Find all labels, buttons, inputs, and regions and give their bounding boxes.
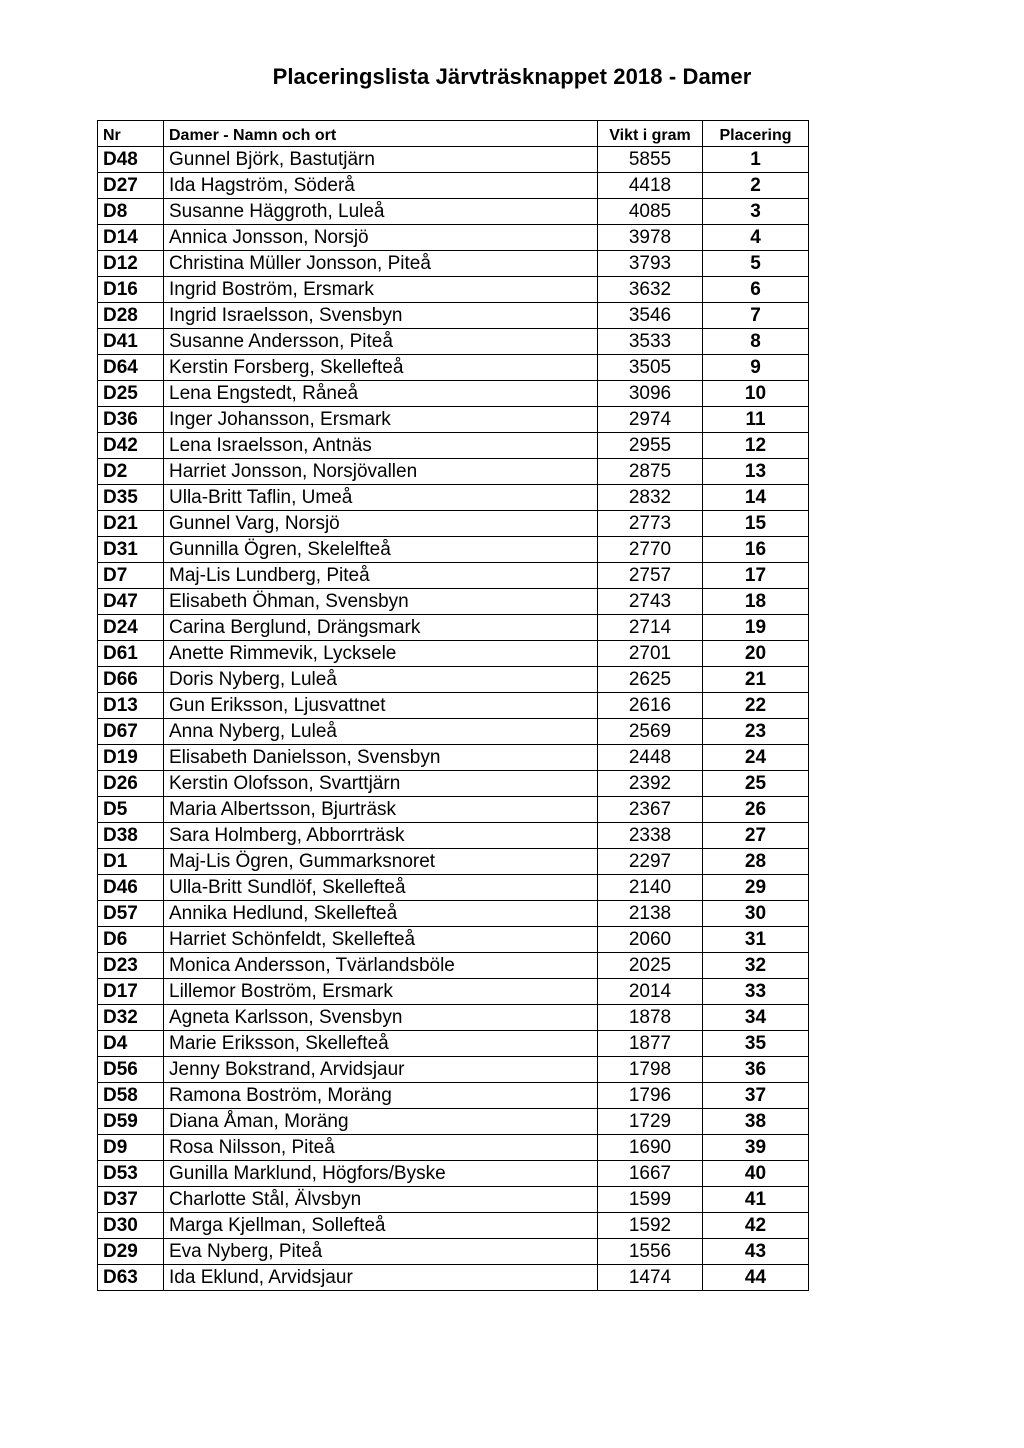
cell-name: Monica Andersson, Tvärlandsböle	[164, 953, 598, 979]
cell-weight: 2140	[598, 875, 703, 901]
cell-place: 3	[703, 199, 809, 225]
cell-nr: D41	[98, 329, 164, 355]
cell-name: Maria Albertsson, Bjurträsk	[164, 797, 598, 823]
cell-place: 2	[703, 173, 809, 199]
header-name: Damer - Namn och ort	[164, 121, 598, 147]
cell-nr: D56	[98, 1057, 164, 1083]
cell-place: 36	[703, 1057, 809, 1083]
cell-nr: D24	[98, 615, 164, 641]
cell-nr: D31	[98, 537, 164, 563]
cell-nr: D59	[98, 1109, 164, 1135]
cell-weight: 1798	[598, 1057, 703, 1083]
page-title: Placeringslista Järvträsknappet 2018 - Damer	[272, 64, 752, 89]
table-row	[98, 485, 809, 511]
cell-place: 10	[703, 381, 809, 407]
cell-nr: D27	[98, 173, 164, 199]
table-row	[98, 823, 809, 849]
header-row	[98, 121, 809, 147]
cell-place: 26	[703, 797, 809, 823]
header-place: Placering	[703, 121, 809, 147]
cell-weight: 2770	[598, 537, 703, 563]
cell-name: Marga Kjellman, Sollefteå	[164, 1213, 598, 1239]
header-nr: Nr	[98, 121, 164, 147]
cell-weight: 4418	[598, 173, 703, 199]
cell-place: 39	[703, 1135, 809, 1161]
cell-place: 24	[703, 745, 809, 771]
table-row	[98, 901, 809, 927]
cell-place: 37	[703, 1083, 809, 1109]
table-row	[98, 1213, 809, 1239]
cell-place: 13	[703, 459, 809, 485]
cell-nr: D19	[98, 745, 164, 771]
table-row	[98, 1135, 809, 1161]
table-row	[98, 147, 809, 173]
cell-nr: D7	[98, 563, 164, 589]
cell-place: 5	[703, 251, 809, 277]
cell-weight: 3533	[598, 329, 703, 355]
cell-nr: D26	[98, 771, 164, 797]
cell-name: Elisabeth Danielsson, Svensbyn	[164, 745, 598, 771]
cell-nr: D25	[98, 381, 164, 407]
table-row	[98, 771, 809, 797]
cell-name: Ingrid Boström, Ersmark	[164, 277, 598, 303]
cell-name: Gunnel Björk, Bastutjärn	[164, 147, 598, 173]
table-row	[98, 797, 809, 823]
cell-name: Annica Jonsson, Norsjö	[164, 225, 598, 251]
table-row	[98, 589, 809, 615]
cell-weight: 1690	[598, 1135, 703, 1161]
cell-weight: 1599	[598, 1187, 703, 1213]
cell-weight: 1878	[598, 1005, 703, 1031]
cell-place: 25	[703, 771, 809, 797]
table-row	[98, 277, 809, 303]
cell-name: Eva Nyberg, Piteå	[164, 1239, 598, 1265]
cell-weight: 2974	[598, 407, 703, 433]
table-row	[98, 199, 809, 225]
cell-nr: D8	[98, 199, 164, 225]
cell-name: Lillemor Boström, Ersmark	[164, 979, 598, 1005]
cell-nr: D2	[98, 459, 164, 485]
cell-place: 22	[703, 693, 809, 719]
cell-place: 16	[703, 537, 809, 563]
table-row	[98, 459, 809, 485]
cell-name: Ulla-Britt Taflin, Umeå	[164, 485, 598, 511]
table-row	[98, 615, 809, 641]
cell-weight: 2569	[598, 719, 703, 745]
cell-place: 19	[703, 615, 809, 641]
cell-weight: 2448	[598, 745, 703, 771]
cell-place: 30	[703, 901, 809, 927]
cell-place: 43	[703, 1239, 809, 1265]
cell-weight: 2060	[598, 927, 703, 953]
cell-place: 18	[703, 589, 809, 615]
cell-nr: D61	[98, 641, 164, 667]
table-row	[98, 719, 809, 745]
cell-nr: D36	[98, 407, 164, 433]
table-row	[98, 849, 809, 875]
cell-name: Anna Nyberg, Luleå	[164, 719, 598, 745]
cell-name: Harriet Jonsson, Norsjövallen	[164, 459, 598, 485]
cell-nr: D29	[98, 1239, 164, 1265]
cell-weight: 2014	[598, 979, 703, 1005]
cell-weight: 1556	[598, 1239, 703, 1265]
cell-weight: 3096	[598, 381, 703, 407]
cell-nr: D58	[98, 1083, 164, 1109]
table-row	[98, 693, 809, 719]
table-row	[98, 927, 809, 953]
cell-weight: 1592	[598, 1213, 703, 1239]
cell-name: Doris Nyberg, Luleå	[164, 667, 598, 693]
cell-weight: 3632	[598, 277, 703, 303]
cell-weight: 3505	[598, 355, 703, 381]
cell-weight: 1877	[598, 1031, 703, 1057]
cell-place: 29	[703, 875, 809, 901]
cell-weight: 1667	[598, 1161, 703, 1187]
table-row	[98, 1057, 809, 1083]
cell-place: 21	[703, 667, 809, 693]
cell-weight: 2297	[598, 849, 703, 875]
cell-place: 44	[703, 1265, 809, 1291]
cell-name: Maj-Lis Lundberg, Piteå	[164, 563, 598, 589]
cell-nr: D32	[98, 1005, 164, 1031]
table-row	[98, 225, 809, 251]
cell-weight: 2338	[598, 823, 703, 849]
cell-name: Gunnel Varg, Norsjö	[164, 511, 598, 537]
table-row	[98, 355, 809, 381]
cell-weight: 2392	[598, 771, 703, 797]
cell-place: 32	[703, 953, 809, 979]
cell-place: 27	[703, 823, 809, 849]
cell-name: Charlotte Stål, Älvsbyn	[164, 1187, 598, 1213]
cell-name: Maj-Lis Ögren, Gummarksnoret	[164, 849, 598, 875]
table-row	[98, 953, 809, 979]
cell-place: 20	[703, 641, 809, 667]
cell-nr: D47	[98, 589, 164, 615]
cell-place: 4	[703, 225, 809, 251]
cell-name: Agneta Karlsson, Svensbyn	[164, 1005, 598, 1031]
cell-name: Carina Berglund, Drängsmark	[164, 615, 598, 641]
cell-nr: D21	[98, 511, 164, 537]
cell-name: Ingrid Israelsson, Svensbyn	[164, 303, 598, 329]
header-weight: Vikt i gram	[598, 121, 703, 147]
cell-weight: 3546	[598, 303, 703, 329]
cell-place: 12	[703, 433, 809, 459]
cell-place: 42	[703, 1213, 809, 1239]
table-row	[98, 641, 809, 667]
cell-weight: 2714	[598, 615, 703, 641]
cell-name: Anette Rimmevik, Lycksele	[164, 641, 598, 667]
cell-name: Lena Israelsson, Antnäs	[164, 433, 598, 459]
cell-weight: 3978	[598, 225, 703, 251]
cell-place: 23	[703, 719, 809, 745]
cell-nr: D35	[98, 485, 164, 511]
cell-weight: 3793	[598, 251, 703, 277]
cell-nr: D28	[98, 303, 164, 329]
table-row	[98, 407, 809, 433]
cell-place: 15	[703, 511, 809, 537]
cell-nr: D13	[98, 693, 164, 719]
table-row	[98, 1187, 809, 1213]
cell-nr: D6	[98, 927, 164, 953]
cell-weight: 4085	[598, 199, 703, 225]
cell-place: 1	[703, 147, 809, 173]
cell-place: 40	[703, 1161, 809, 1187]
cell-name: Ida Eklund, Arvidsjaur	[164, 1265, 598, 1291]
cell-name: Marie Eriksson, Skellefteå	[164, 1031, 598, 1057]
cell-nr: D67	[98, 719, 164, 745]
table-row	[98, 667, 809, 693]
cell-place: 6	[703, 277, 809, 303]
table-row	[98, 1109, 809, 1135]
cell-nr: D38	[98, 823, 164, 849]
cell-nr: D23	[98, 953, 164, 979]
cell-nr: D53	[98, 1161, 164, 1187]
table-row	[98, 1005, 809, 1031]
cell-weight: 2875	[598, 459, 703, 485]
results-table	[97, 120, 809, 1291]
cell-weight: 1796	[598, 1083, 703, 1109]
cell-name: Kerstin Forsberg, Skellefteå	[164, 355, 598, 381]
cell-place: 14	[703, 485, 809, 511]
cell-nr: D16	[98, 277, 164, 303]
cell-name: Gunnilla Ögren, Skelelfteå	[164, 537, 598, 563]
cell-nr: D63	[98, 1265, 164, 1291]
table-row	[98, 745, 809, 771]
cell-weight: 2367	[598, 797, 703, 823]
table-row	[98, 381, 809, 407]
cell-name: Susanne Andersson, Piteå	[164, 329, 598, 355]
cell-place: 35	[703, 1031, 809, 1057]
cell-weight: 1474	[598, 1265, 703, 1291]
cell-place: 28	[703, 849, 809, 875]
cell-nr: D42	[98, 433, 164, 459]
cell-nr: D66	[98, 667, 164, 693]
cell-nr: D17	[98, 979, 164, 1005]
cell-place: 17	[703, 563, 809, 589]
cell-name: Elisabeth Öhman, Svensbyn	[164, 589, 598, 615]
cell-name: Sara Holmberg, Abborrträsk	[164, 823, 598, 849]
cell-weight: 1729	[598, 1109, 703, 1135]
cell-weight: 2757	[598, 563, 703, 589]
cell-name: Ramona Boström, Moräng	[164, 1083, 598, 1109]
cell-nr: D12	[98, 251, 164, 277]
cell-nr: D9	[98, 1135, 164, 1161]
cell-place: 8	[703, 329, 809, 355]
cell-name: Jenny Bokstrand, Arvidsjaur	[164, 1057, 598, 1083]
cell-name: Diana Åman, Moräng	[164, 1109, 598, 1135]
table-row	[98, 1161, 809, 1187]
cell-place: 11	[703, 407, 809, 433]
cell-weight: 2773	[598, 511, 703, 537]
cell-name: Lena Engstedt, Råneå	[164, 381, 598, 407]
cell-name: Ulla-Britt Sundlöf, Skellefteå	[164, 875, 598, 901]
table-row	[98, 433, 809, 459]
cell-weight: 2616	[598, 693, 703, 719]
cell-nr: D1	[98, 849, 164, 875]
results-body	[98, 147, 809, 1291]
cell-place: 9	[703, 355, 809, 381]
cell-name: Rosa Nilsson, Piteå	[164, 1135, 598, 1161]
cell-name: Ida Hagström, Söderå	[164, 173, 598, 199]
cell-place: 34	[703, 1005, 809, 1031]
cell-nr: D57	[98, 901, 164, 927]
cell-nr: D48	[98, 147, 164, 173]
cell-place: 33	[703, 979, 809, 1005]
cell-name: Gunilla Marklund, Högfors/Byske	[164, 1161, 598, 1187]
cell-place: 41	[703, 1187, 809, 1213]
table-row	[98, 1083, 809, 1109]
table-row	[98, 979, 809, 1005]
table-row	[98, 1031, 809, 1057]
cell-weight: 2025	[598, 953, 703, 979]
cell-weight: 2832	[598, 485, 703, 511]
cell-weight: 2138	[598, 901, 703, 927]
table-row	[98, 173, 809, 199]
cell-place: 38	[703, 1109, 809, 1135]
cell-nr: D14	[98, 225, 164, 251]
table-row	[98, 563, 809, 589]
cell-nr: D30	[98, 1213, 164, 1239]
cell-name: Susanne Häggroth, Luleå	[164, 199, 598, 225]
table-row	[98, 537, 809, 563]
cell-name: Harriet Schönfeldt, Skellefteå	[164, 927, 598, 953]
cell-weight: 5855	[598, 147, 703, 173]
cell-weight: 2743	[598, 589, 703, 615]
cell-name: Annika Hedlund, Skellefteå	[164, 901, 598, 927]
cell-nr: D46	[98, 875, 164, 901]
cell-name: Inger Johansson, Ersmark	[164, 407, 598, 433]
cell-nr: D64	[98, 355, 164, 381]
cell-place: 31	[703, 927, 809, 953]
cell-weight: 2625	[598, 667, 703, 693]
cell-nr: D37	[98, 1187, 164, 1213]
cell-weight: 2701	[598, 641, 703, 667]
table-row	[98, 875, 809, 901]
table-row	[98, 511, 809, 537]
table-row	[98, 329, 809, 355]
cell-name: Kerstin Olofsson, Svarttjärn	[164, 771, 598, 797]
table-row	[98, 303, 809, 329]
table-row	[98, 251, 809, 277]
cell-name: Gun Eriksson, Ljusvattnet	[164, 693, 598, 719]
table-row	[98, 1239, 809, 1265]
table-row	[98, 1265, 809, 1291]
cell-name: Christina Müller Jonsson, Piteå	[164, 251, 598, 277]
cell-nr: D5	[98, 797, 164, 823]
cell-place: 7	[703, 303, 809, 329]
cell-weight: 2955	[598, 433, 703, 459]
cell-nr: D4	[98, 1031, 164, 1057]
